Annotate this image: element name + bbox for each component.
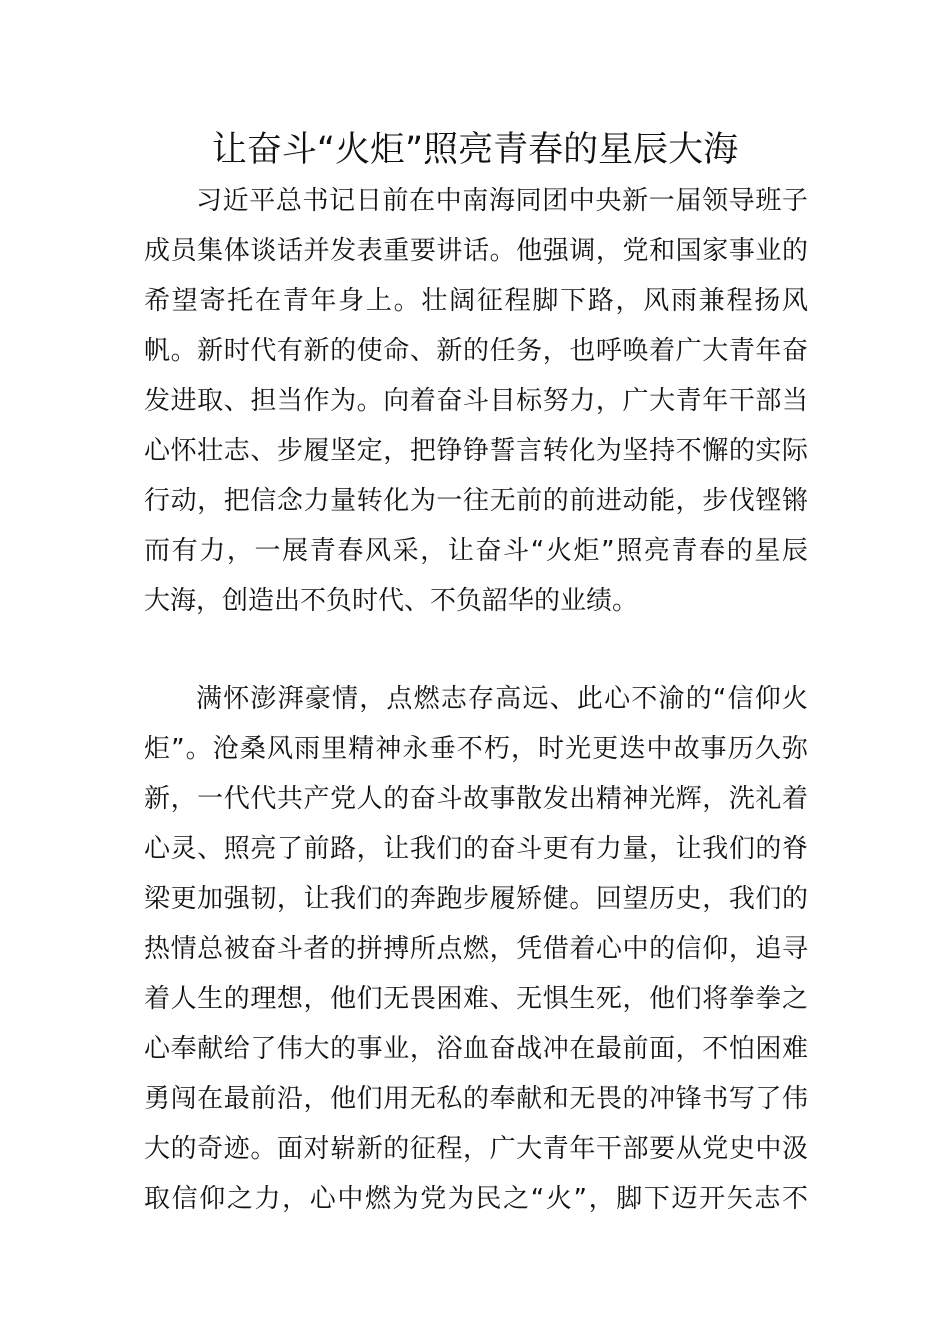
paragraph-line: 行动，把信念力量转化为一往无前的前进动能，步伐铿锵 [144, 486, 808, 516]
paragraph-line: 勇闯在最前沿，他们用无私的奉献和无畏的冲锋书写了伟 [144, 1084, 808, 1114]
paragraph-line: 心怀壮志、步履坚定，把铮铮誓言转化为坚持不懈的实际 [144, 436, 808, 466]
paragraph-line: 着人生的理想，他们无畏困难、无惧生死，他们将拳拳之 [144, 984, 808, 1014]
paragraph-line: 而有力，一展青春风采，让奋斗“火炬”照亮青春的星辰 [144, 536, 808, 566]
paragraph-2 [144, 674, 808, 1224]
paragraph-line: 成员集体谈话并发表重要讲话。他强调，党和国家事业的 [144, 236, 808, 266]
paragraph-1 [144, 176, 808, 626]
paragraph-line: 热情总被奋斗者的拼搏所点燃，凭借着心中的信仰，追寻 [144, 934, 808, 964]
paragraph-line: 取信仰之力，心中燃为党为民之“火”，脚下迈开矢志不 [144, 1184, 808, 1214]
paragraph-line: 梁更加强韧，让我们的奔跑步履矫健。回望历史，我们的 [144, 884, 808, 914]
paragraph-line: 心奉献给了伟大的事业，浴血奋战冲在最前面，不怕困难 [144, 1034, 808, 1064]
paragraph-line: 发进取、担当作为。向着奋斗目标努力，广大青年干部当 [144, 386, 808, 416]
paragraph-line: 习近平总书记日前在中南海同团中央新一届领导班子 [196, 186, 808, 216]
paragraph-line: 新，一代代共产党人的奋斗故事散发出精神光辉，洗礼着 [144, 784, 808, 814]
paragraph-line: 炬”。沧桑风雨里精神永垂不朽，时光更迭中故事历久弥 [144, 734, 808, 764]
paragraph-line: 帆。新时代有新的使命、新的任务，也呼唤着广大青年奋 [144, 336, 808, 366]
paragraph-line: 满怀澎湃豪情，点燃志存高远、此心不渝的“信仰火 [196, 684, 808, 714]
paragraph-line: 大的奇迹。面对崭新的征程，广大青年干部要从党史中汲 [144, 1134, 808, 1164]
document-title: 让奋斗“火炬”照亮青春的星辰大海 [211, 130, 739, 170]
paragraph-line: 希望寄托在青年身上。壮阔征程脚下路，风雨兼程扬风 [144, 286, 808, 316]
paragraph-line: 心灵、照亮了前路，让我们的奋斗更有力量，让我们的脊 [144, 834, 808, 864]
paragraph-line: 大海，创造出不负时代、不负韶华的业绩。 [144, 586, 639, 616]
